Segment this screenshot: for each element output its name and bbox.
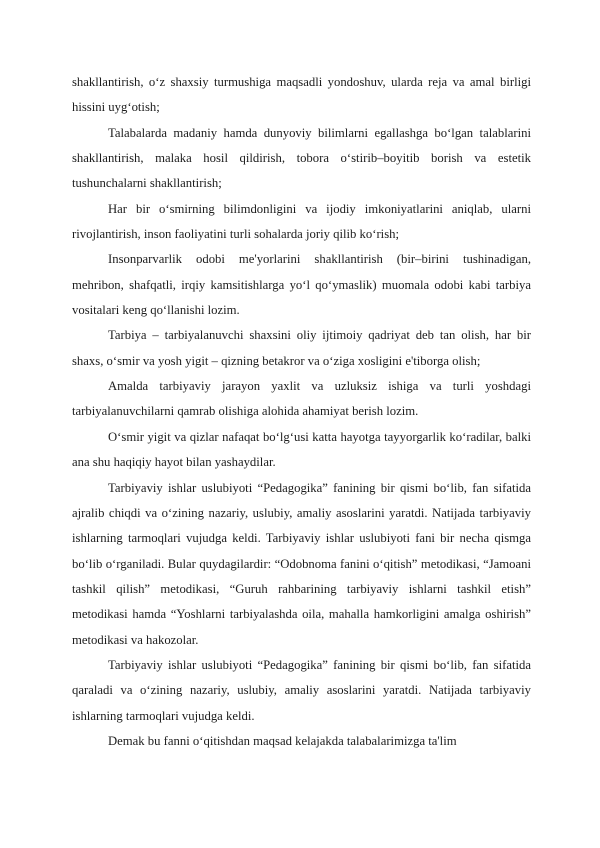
paragraph-1: shakllantirish, o‘z shaxsiy turmushiga maqsadli yondoshuv, ularda reja va amal birligi hissini uyg‘otish; [72,75,531,115]
paragraph-3: Har bir o‘smirning bilimdonligini va ijodiy imkoniyatlarini aniqlab, ularni rivojlantirish, inson faoliyatini turli sohalarda joriy qilib ko‘rish; [72,201,531,242]
paragraph-6: Amalda tarbiyaviy jarayon yaxlit va uzluksiz ishiga va turli yoshdagi tarbiyalanuvchilarni qamrab olishiga alohida ahamiyat berish lozim. [72,379,531,419]
paragraph-7: O‘smir yigit va qizlar nafaqat bo‘lg‘usi katta hayotga tayyorgarlik ko‘radilar, balki ana shu haqiqiy hayot bilan yashaydilar. [72,429,531,470]
paragraph-9: Tarbiyaviy ishlar uslubiyoti “Pedagogika” fanining bir qismi bo‘lib, fan sifatida qaraladi va o‘zining nazariy, uslubiy, amaliy asoslarini yaratdi. Natijada tarbiyaviy ishlarning tarmoqlari vujudga keldi. [72,657,531,723]
paragraph-2: Talabalarda madaniy hamda dunyoviy bilimlarni egallashga bo‘lgan talablarini shakllantirish, malaka hosil qildirish, tobora o‘stirib–boyitib borish va estetik tushunchalarni shakllantirish; [72,125,531,191]
paragraph-4: Insonparvarlik odobi me'yorlarini shakllantirish (bir–birini tushinadigan, mehribon, shafqatli, irqiy kamsitishlarga yo‘l qo‘ymaslik) muomala odobi kabi tarbiya vositalari keng qo‘llanishi lozim. [72,252,531,318]
document-body [72,70,531,754]
paragraph-10: Demak bu fanni o‘qitishdan maqsad kelajakda talabalarimizga ta'lim [108,733,457,748]
paragraph-5: Tarbiya – tarbiyalanuvchi shaxsini oliy ijtimoiy qadriyat deb tan olish, har bir shaxs, o‘smir va yosh yigit – qizning betakror va o‘ziga xosligini e'tiborga olish; [72,328,531,368]
paragraph-8: Tarbiyaviy ishlar uslubiyoti “Pedagogika” fanining bir qismi bo‘lib, fan sifatida ajralib chiqdi va o‘zining nazariy, uslubiy, amaliy asoslarini yaratdi. Natijada tarbiyaviy ishlarning tarmoqlari vujudga keldi. Tarbiyaviy ishlar uslubiyoti fani bir necha qismga bo‘lib o‘rganiladi. Bular quydagilardir: “Odobnoma fanini o‘qitish” metodikasi, “Jamoani tashkil qilish” metodikasi, “Guruh rahbarining tarbiyaviy ishlarni tashkil etish” metodikasi hamda “Yoshlarni tarbiyalashda oila, mahalla hamkorligini amalga oshirish” metodikasi va hakozolar. [72,480,531,647]
